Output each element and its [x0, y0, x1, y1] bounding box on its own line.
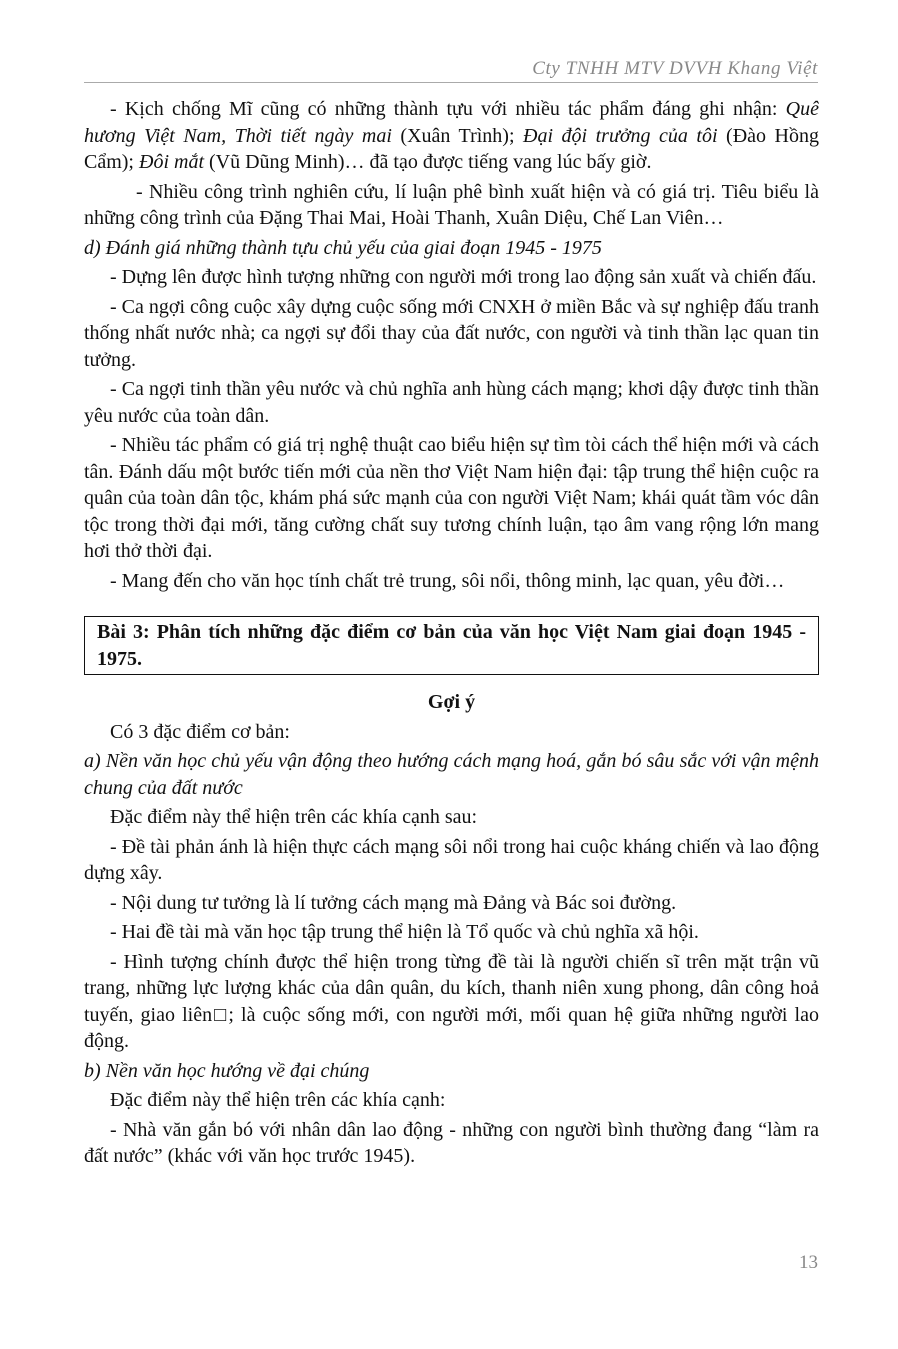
work-title: Quê hương Việt Nam, Thời tiết ngày mai [84, 98, 819, 147]
text-run: (Vũ Dũng Minh)… đã tạo được tiếng vang lúc bấy giờ. [204, 151, 652, 173]
list-item: - Nhiều tác phẩm có giá trị nghệ thuật cao biểu hiện sự tìm tòi cách thể hiện mới và cách tân. Đánh dấu một bước tiến mới của nền thơ Việt Nam hiện đại: tập trung thể hiện cuộc ra quân của toàn dân tộc, khám phá sức mạnh của con người Việt Nam; khái quát tầm vóc dân tộc trong thời đại mới, tăng cường chất suy tương chính luận, tạo âm vang rộng lớn mang hơi thở thời đại. [84, 434, 819, 562]
list-item: - Đề tài phản ánh là hiện thực cách mạng sôi nổi trong hai cuộc kháng chiến và lao động dựng xây. [84, 835, 819, 884]
work-title: Đôi mắt [139, 151, 204, 173]
list-item: - Ca ngợi công cuộc xây dựng cuộc sống mới CNXH ở miền Bắc và sự nghiệp đấu tranh thống nhất nước nhà; ca ngợi sự đổi thay của đất nước, con người và tinh thần lạc quan tin tưởng. [84, 295, 819, 371]
hint-intro: Có 3 đặc điểm cơ bản: [110, 720, 290, 743]
paragraph-drama [84, 96, 819, 176]
list-item: - Nhà văn gắn bó với nhân dân lao động - những con người bình thường đang “làm ra đất nước” (khác với văn học trước 1945). [84, 1118, 819, 1167]
exercise-box [84, 616, 819, 675]
text-run: (Xuân Trình); [391, 124, 524, 147]
section-intro: Đặc điểm này thể hiện trên các khía cạnh sau: [110, 806, 478, 828]
page-number: 13 [799, 1252, 818, 1273]
text-run: (Đào Hồng Cẩm); [84, 124, 819, 173]
list-item: - Ca ngợi tinh thần yêu nước và chủ nghĩa anh hùng cách mạng; khơi dậy được tinh thần yêu nước của toàn dân. [84, 378, 819, 427]
running-header [84, 58, 818, 83]
list-item: - Hai đề tài mà văn học tập trung thể hiện là Tổ quốc và chủ nghĩa xã hội. [110, 921, 699, 943]
section-intro: Đặc điểm này thể hiện trên các khía cạnh: [110, 1089, 446, 1111]
heading-d: d) Đánh giá những thành tựu chủ yếu của giai đoạn 1945 - 1975 [84, 236, 602, 259]
paragraph-research: - Nhiều công trình nghiên cứu, lí luận phê bình xuất hiện và có giá trị. Tiêu biểu là những công trình của Đặng Thai Mai, Hoài Thanh, Xuân Diệu, Chế Lan Viên… [84, 180, 819, 229]
publisher-name: Cty TNHH MTV DVVH Khang Việt [532, 58, 818, 79]
heading-b: b) Nền văn học hướng về đại chúng [84, 1059, 370, 1082]
text-run: - Kịch chống Mĩ cũng có những thành tựu với nhiều tác phẩm đáng ghi nhận: [110, 98, 786, 120]
work-title: Đại đội trưởng của tôi [523, 124, 718, 147]
exercise-title: Bài 3: Phân tích những đặc điểm cơ bản của văn học Việt Nam giai đoạn 1945 - 1975. [97, 621, 806, 670]
heading-a: a) Nền văn học chủ yếu vận động theo hướng cách mạng hoá, gắn bó sâu sắc với vận mệnh chung của đất nước [84, 750, 819, 799]
list-item: - Nội dung tư tưởng là lí tưởng cách mạng mà Đảng và Bác soi đường. [110, 891, 677, 914]
list-item: - Dựng lên được hình tượng những con người mới trong lao động sản xuất và chiến đấu. [110, 266, 817, 288]
list-item: - Mang đến cho văn học tính chất trẻ trung, sôi nổi, thông minh, lạc quan, yêu đời… [110, 569, 785, 592]
list-item: - Hình tượng chính được thể hiện trong từng đề tài là người chiến sĩ trên mặt trận vũ trang, những lực lượng khác của dân quân, du kích, thanh niên xung phong, dân công hoả tuyến, giao liên□; là cuộc sống mới, con người mới, mối quan hệ giữa những người lao động. [84, 950, 819, 1052]
hint-heading: Gợi ý [427, 691, 476, 713]
page-body [84, 96, 819, 1173]
